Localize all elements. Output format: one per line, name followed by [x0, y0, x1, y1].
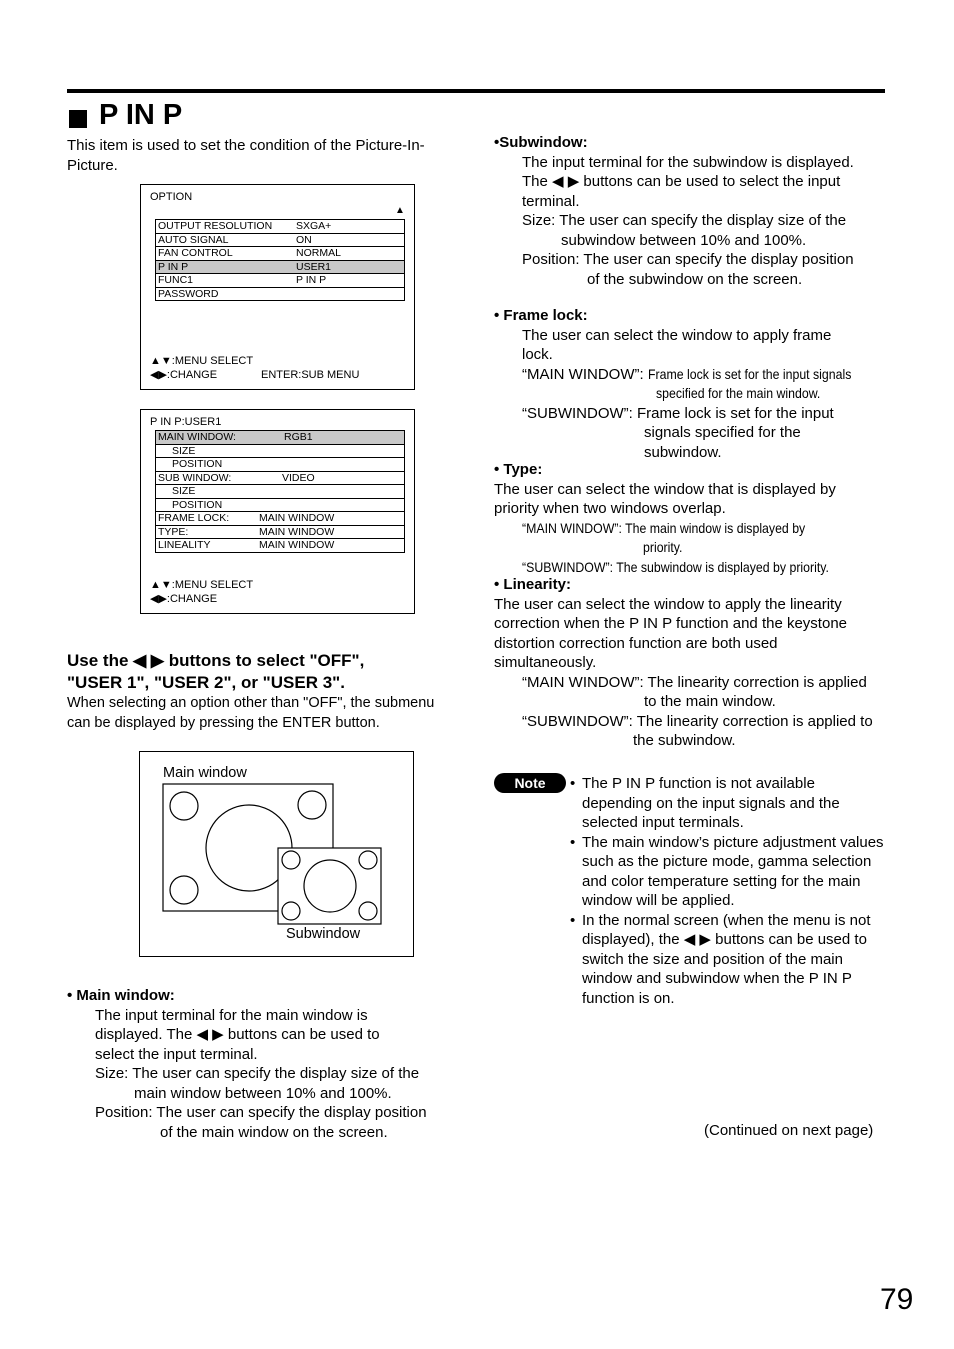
text-line: signals specified for the — [644, 424, 801, 441]
text-line: Size: The user can specify the display size of the — [95, 1065, 420, 1082]
type-heading: • Type: — [494, 461, 543, 478]
text-line: simultaneously. — [494, 654, 597, 671]
instruction-block — [67, 650, 467, 733]
text-line: select the input terminal. — [95, 1045, 258, 1063]
intro-text: This item is used to set the condition of the Picture-In-Picture. — [67, 137, 425, 174]
menu-row: POSITION — [156, 499, 404, 513]
note-item: • The P IN P function is not available depending on the input signals and the selected input terminals. — [570, 774, 885, 833]
note-badge: Note — [494, 773, 566, 793]
square-bullet-icon — [69, 110, 87, 128]
text-line: subwindow. — [644, 443, 722, 461]
pinp-menu-rows — [155, 430, 405, 553]
subwindow-section — [494, 133, 886, 289]
subwindow-heading: •Subwindow: — [494, 134, 588, 151]
instruction-body: When selecting an option other than "OFF", the submenu can be displayed by pressing the ENTER button. — [67, 695, 435, 731]
text-line: The user can select the window to apply the linearity — [494, 595, 842, 613]
text-line: Position: The user can specify the display position — [95, 1104, 427, 1121]
text-line: The input terminal for the subwindow is displayed. — [522, 153, 854, 171]
pinp-menu-header: P IN P:USER1 — [150, 416, 222, 428]
menu-row: FAN CONTROL NORMAL — [156, 247, 404, 261]
instruction-heading: Use the ◀ ▶ buttons to select "OFF", "USER 1", "USER 2", or "USER 3". — [67, 651, 365, 692]
linearity-heading: • Linearity: — [494, 576, 571, 593]
option-menu-rows — [155, 219, 405, 301]
pinp-menu-footer: ▲▼:MENU SELECT ◀▶:CHANGE — [150, 579, 254, 605]
text-line: “SUBWINDOW”: The linearity correction is applied to — [522, 712, 873, 730]
linearity-section — [494, 575, 886, 751]
text-line: the subwindow. — [633, 732, 736, 749]
note-item: • The main window’s picture adjustment values such as the picture mode, gamma selection and color temperature setting for the main window will be applied. — [570, 833, 885, 911]
pinp-diagram-drawing — [140, 752, 413, 956]
text-line: priority when two windows overlap. — [494, 500, 726, 517]
menu-row: POSITION — [156, 458, 404, 472]
top-rule — [67, 89, 885, 93]
text-line: The user can select the window to apply frame — [522, 326, 832, 344]
option-menu-header: OPTION — [150, 191, 193, 203]
subwindow-label: Subwindow — [286, 926, 361, 942]
continued-note: (Continued on next page) — [704, 1122, 874, 1139]
pinp-diagram — [139, 751, 414, 957]
pinp-menu-screen — [140, 409, 415, 614]
menu-row: OUTPUT RESOLUTION SXGA+ — [156, 220, 404, 234]
option-menu-footer: ▲▼:MENU SELECT ◀▶:CHANGE — [150, 355, 254, 381]
menu-row: LINEALITY MAIN WINDOW — [158, 539, 335, 551]
text-line: displayed. The ◀ ▶ buttons can be used to — [95, 1026, 380, 1043]
text-line: lock. — [522, 346, 553, 363]
section-title: P IN P — [99, 99, 183, 131]
text-line: specified for the main window. — [656, 385, 821, 401]
menu-row: SIZE — [156, 485, 404, 499]
text-line: “MAIN WINDOW”: The linearity correction is applied — [522, 673, 867, 691]
text-line: Position: The user can specify the display position — [522, 251, 854, 268]
text-line: of the subwindow on the screen. — [587, 270, 803, 288]
note-list — [570, 774, 885, 1008]
main-window-section — [67, 986, 457, 1142]
main-window-heading: • Main window: — [67, 987, 175, 1004]
text-line: main window between 10% and 100%. — [134, 1084, 392, 1102]
text-line: The input terminal for the main window is — [95, 1006, 368, 1024]
text-line: of the main window on the screen. — [160, 1123, 388, 1141]
text-line: “MAIN WINDOW”: The main window is displayed by — [522, 519, 806, 536]
main-window-label: Main window — [163, 765, 247, 781]
text-line: The ◀ ▶ buttons can be used to select the input — [522, 173, 841, 190]
text-line: correction when the P IN P function and the keystone — [494, 615, 847, 632]
scroll-up-icon: ▲ — [395, 205, 405, 216]
option-menu-screen — [140, 184, 415, 390]
menu-row: AUTO SIGNAL ON — [156, 234, 404, 248]
note-item: • In the normal screen (when the menu is not displayed), the ◀ ▶ buttons can be used to switch the size and position of the main window and subwindow when the P IN P function is on. — [570, 911, 885, 1009]
menu-row: PASSWORD — [158, 287, 219, 300]
text-line: subwindow between 10% and 100%. — [561, 231, 807, 249]
menu-row-selected: P IN P USER1 — [156, 261, 404, 275]
option-menu-enter-hint: ENTER:SUB MENU — [261, 369, 360, 381]
page-number: 79 — [880, 1283, 914, 1316]
frame-lock-heading: • Frame lock: — [494, 307, 588, 324]
text-line: “SUBWINDOW”: The subwindow is displayed by priority. — [522, 558, 829, 575]
menu-row: SIZE — [156, 445, 404, 459]
text-line: The user can select the window that is displayed by — [494, 480, 836, 498]
frame-lock-section — [494, 306, 886, 462]
text-line: terminal. — [522, 192, 580, 210]
menu-row: FUNC1 P IN P — [156, 274, 404, 288]
menu-row: SUB WINDOW: VIDEO — [156, 472, 404, 486]
text-line: priority. — [643, 539, 683, 555]
text-line: to the main window. — [644, 693, 776, 710]
text-line: “MAIN WINDOW”: Frame lock is set for the input signals — [522, 365, 852, 383]
text-line: distortion correction function are both used — [494, 634, 778, 652]
menu-row: TYPE: MAIN WINDOW — [156, 526, 404, 540]
menu-row: FRAME LOCK: MAIN WINDOW — [156, 512, 404, 526]
text-line: “SUBWINDOW”: Frame lock is set for the input — [522, 404, 834, 422]
menu-row-selected: MAIN WINDOW: RGB1 — [156, 431, 404, 445]
text-line: Size: The user can specify the display size of the — [522, 212, 847, 229]
type-section — [494, 460, 886, 577]
